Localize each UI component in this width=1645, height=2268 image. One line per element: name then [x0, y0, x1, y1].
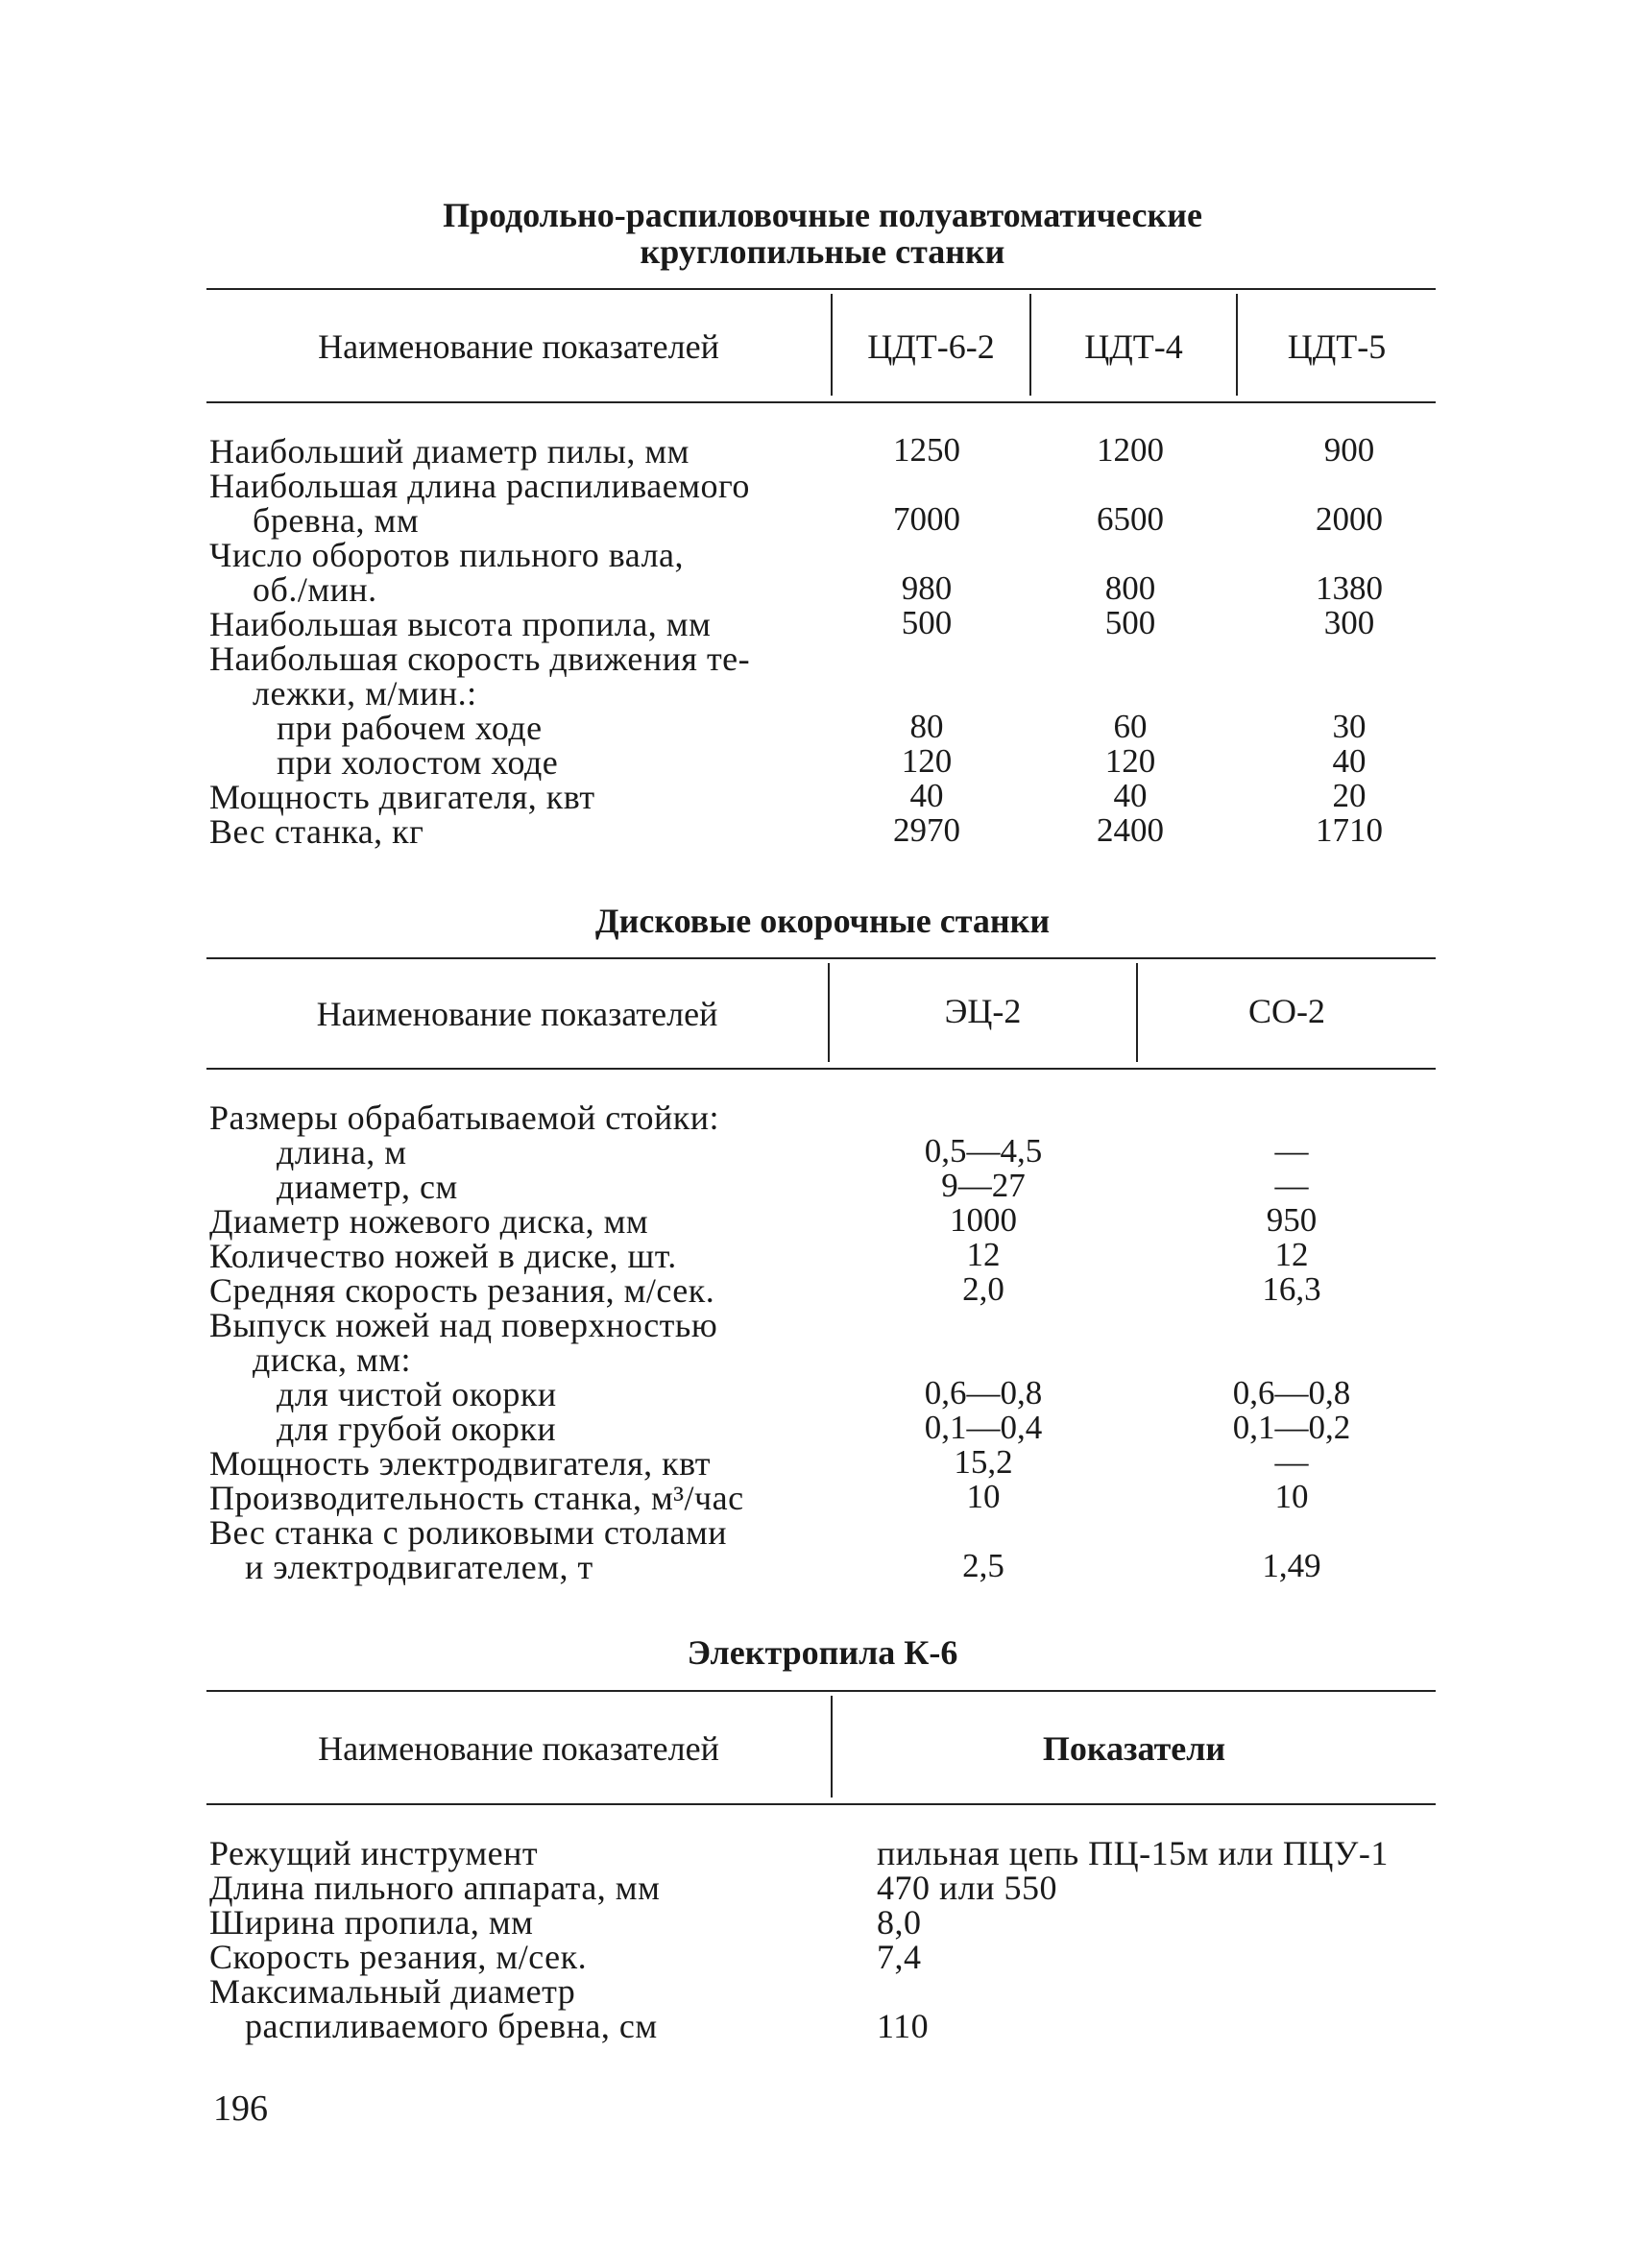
- s3-row-max-log-diameter-value: 110: [877, 2007, 930, 2045]
- section2-top-rule: [206, 957, 1436, 959]
- section1-header-col-3: ЦДТ-5: [1287, 327, 1387, 366]
- section1-title-line2: круглопильные станки: [640, 232, 1005, 271]
- s2-row-weight-v2: 1,49: [1262, 1547, 1321, 1584]
- s2-row-cutting-speed-label: Средняя скорость резания, м/сек.: [209, 1271, 715, 1310]
- s1-row-cut-height-v2: 500: [1104, 604, 1156, 641]
- s2-row-disk-diameter-v2: 950: [1266, 1201, 1318, 1239]
- s2-row-knife-protrusion-label-1: Выпуск ножей над поверхностью: [209, 1306, 718, 1344]
- s2-row-motor-power-label: Мощность электродвигателя, квт: [209, 1444, 711, 1483]
- s2-row-clean-debark-v1: 0,6—0,8: [924, 1374, 1043, 1411]
- s1-row-working-stroke-v3: 30: [1332, 708, 1367, 745]
- s2-row-clean-debark-v2: 0,6—0,8: [1232, 1374, 1351, 1411]
- section3-header-rule: [206, 1803, 1436, 1805]
- s2-row-rough-debark-v1: 0,1—0,4: [924, 1409, 1043, 1446]
- s1-row-motor-power-v2: 40: [1113, 777, 1148, 814]
- section2-header-col-2: СО-2: [1248, 992, 1325, 1030]
- section3-header-col: Показатели: [1042, 1729, 1226, 1768]
- s1-row-motor-power-v1: 40: [909, 777, 944, 814]
- s2-row-length-label: длина, м: [277, 1133, 407, 1171]
- section1-top-rule: [206, 288, 1436, 290]
- s2-row-knife-count-v2: 12: [1274, 1236, 1309, 1273]
- s1-row-log-length-label-2: бревна, мм: [253, 501, 420, 540]
- s2-row-knife-protrusion-label-2: диска, мм:: [253, 1340, 412, 1379]
- s3-row-bar-length-label: Длина пильного аппарата, мм: [209, 1869, 661, 1907]
- page-number: 196: [213, 2088, 268, 2129]
- s2-row-stock-dims-label: Размеры обрабатываемой стойки:: [209, 1098, 720, 1137]
- s2-row-productivity-v1: 10: [966, 1478, 1001, 1515]
- section2-header-col-1: ЭЦ-2: [944, 992, 1022, 1030]
- s3-row-max-log-diameter-label-1: Максимальный диаметр: [209, 1972, 576, 2011]
- s2-row-disk-diameter-label: Диаметр ножевого диска, мм: [209, 1202, 649, 1241]
- section1-title-line1: Продольно-распиловочные полуавтоматические: [443, 196, 1202, 234]
- section3-top-rule: [206, 1690, 1436, 1692]
- s1-row-shaft-speed-label-1: Число оборотов пильного вала,: [209, 536, 685, 574]
- s2-row-knife-count-label: Количество ножей в диске, шт.: [209, 1237, 677, 1275]
- s1-row-shaft-speed-v3: 1380: [1316, 569, 1383, 607]
- s1-row-shaft-speed-v2: 800: [1104, 569, 1156, 607]
- s2-row-weight-v1: 2,5: [962, 1547, 1004, 1584]
- s2-row-cutting-speed-v1: 2,0: [962, 1270, 1004, 1308]
- s1-row-working-stroke-v1: 80: [909, 708, 944, 745]
- s1-row-log-length-label-1: Наибольшая длина распиливаемого: [209, 467, 750, 505]
- s1-row-carriage-speed-label-1: Наибольшая скорость движения те-: [209, 639, 751, 678]
- s2-row-rough-debark-label: для грубой окорки: [277, 1410, 557, 1448]
- s1-row-saw-diameter-v1: 1250: [893, 431, 960, 469]
- s2-row-diameter-label: диаметр, см: [277, 1168, 458, 1206]
- s1-row-idle-stroke-v1: 120: [901, 742, 953, 780]
- s3-row-cutting-speed-value: 7,4: [877, 1938, 922, 1976]
- s3-row-cutting-speed-label: Скорость резания, м/сек.: [209, 1938, 588, 1976]
- s2-row-knife-count-v1: 12: [966, 1236, 1001, 1273]
- s1-row-cut-height-v1: 500: [901, 604, 953, 641]
- s1-row-shaft-speed-v1: 980: [901, 569, 953, 607]
- section1-header-col-1: ЦДТ-6-2: [867, 327, 995, 366]
- section2-header-name: Наименование показателей: [316, 995, 718, 1033]
- s3-row-cutting-tool-value: пильная цепь ПЦ-15м или ПЦУ-1: [877, 1834, 1389, 1872]
- section1-header-rule: [206, 401, 1436, 403]
- s2-row-length-v2: —: [1274, 1132, 1309, 1170]
- s1-row-log-length-v2: 6500: [1097, 500, 1164, 538]
- s1-row-cut-height-v3: 300: [1323, 604, 1375, 641]
- s1-row-log-length-v3: 2000: [1316, 500, 1383, 538]
- s1-row-working-stroke-label: при рабочем ходе: [277, 709, 543, 747]
- s2-row-productivity-v2: 10: [1274, 1478, 1309, 1515]
- s2-row-length-v1: 0,5—4,5: [924, 1132, 1043, 1170]
- s2-row-clean-debark-label: для чистой окорки: [277, 1375, 557, 1413]
- s1-row-saw-diameter-label: Наибольший диаметр пилы, мм: [209, 432, 689, 470]
- s3-row-bar-length-value: 470 или 550: [877, 1869, 1057, 1907]
- section2-title: Дисковые окорочные станки: [594, 902, 1051, 940]
- s2-row-rough-debark-v2: 0,1—0,2: [1232, 1409, 1351, 1446]
- s3-row-cutting-tool-label: Режущий инструмент: [209, 1834, 539, 1872]
- s1-row-shaft-speed-label-2: об./мин.: [253, 570, 377, 609]
- s1-row-working-stroke-v2: 60: [1113, 708, 1148, 745]
- s2-row-disk-diameter-v1: 1000: [950, 1201, 1017, 1239]
- s1-row-idle-stroke-label: при холостом ходе: [277, 743, 559, 782]
- section3-header-name: Наименование показателей: [318, 1729, 719, 1768]
- s1-row-log-length-v1: 7000: [893, 500, 960, 538]
- s1-row-motor-power-v3: 20: [1332, 777, 1367, 814]
- section3-title: Электропила К-6: [687, 1633, 958, 1672]
- s1-row-idle-stroke-v2: 120: [1104, 742, 1156, 780]
- s2-row-weight-label-2: и электродвигателем, т: [245, 1548, 593, 1586]
- s2-row-diameter-v1: 9—27: [941, 1167, 1026, 1204]
- s2-row-motor-power-v1: 15,2: [954, 1443, 1013, 1481]
- s1-row-motor-power-label: Мощность двигателя, квт: [209, 778, 595, 816]
- s2-row-diameter-v2: —: [1274, 1167, 1309, 1204]
- s1-row-saw-diameter-v3: 900: [1323, 431, 1375, 469]
- s1-row-weight-v2: 2400: [1097, 811, 1164, 849]
- s3-row-kerf-value: 8,0: [877, 1903, 922, 1942]
- s1-row-weight-label: Вес станка, кг: [209, 812, 424, 851]
- s1-row-weight-v1: 2970: [893, 811, 960, 849]
- s1-row-weight-v3: 1710: [1316, 811, 1383, 849]
- section1-header-name: Наименование показателей: [318, 327, 719, 366]
- s2-row-cutting-speed-v2: 16,3: [1262, 1270, 1321, 1308]
- section2-header-rule: [206, 1068, 1436, 1070]
- s1-row-saw-diameter-v2: 1200: [1097, 431, 1164, 469]
- s1-row-carriage-speed-label-2: лежки, м/мин.:: [253, 674, 477, 712]
- s1-row-cut-height-label: Наибольшая высота пропила, мм: [209, 605, 712, 643]
- s2-row-weight-label-1: Вес станка с роликовыми столами: [209, 1513, 728, 1552]
- section1-header-col-2: ЦДТ-4: [1084, 327, 1183, 366]
- s2-row-productivity-label: Производительность станка, м³/час: [209, 1479, 744, 1517]
- s2-row-motor-power-v2: —: [1274, 1443, 1309, 1481]
- s3-row-kerf-label: Ширина пропила, мм: [209, 1903, 534, 1942]
- s3-row-max-log-diameter-label-2: распиливаемого бревна, см: [245, 2007, 658, 2045]
- s1-row-idle-stroke-v3: 40: [1332, 742, 1367, 780]
